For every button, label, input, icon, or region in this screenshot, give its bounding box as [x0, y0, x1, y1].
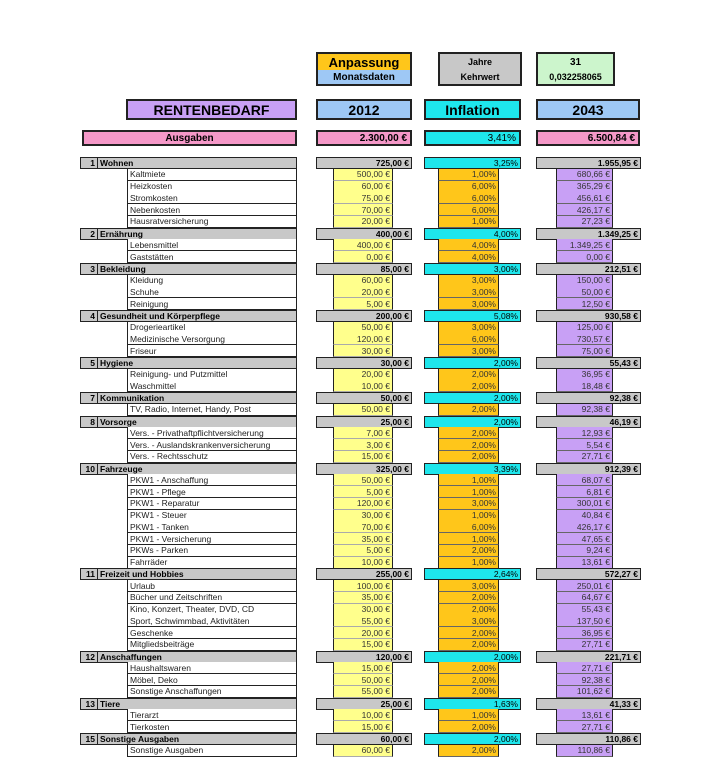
category-row	[0, 568, 711, 580]
item-future-value: 55,43 €	[556, 604, 613, 616]
category-monthly-total: 25,00 €	[316, 698, 412, 710]
category-number: 5	[80, 357, 98, 369]
ausgaben-total-end: 6.500,84 €	[536, 130, 640, 146]
category-inflation: 2,00%	[424, 651, 521, 663]
category-inflation: 2,00%	[424, 733, 521, 745]
item-label: Kleidung	[127, 275, 297, 287]
item-monthly-input[interactable]: 35,00 €	[333, 592, 393, 604]
item-row	[0, 286, 711, 298]
item-future-value: 1.349,25 €	[556, 239, 613, 251]
item-future-value: 47,65 €	[556, 533, 613, 545]
item-row	[0, 427, 711, 439]
category-label: Hygiene	[97, 357, 297, 369]
item-label: Stromkosten	[127, 192, 297, 204]
item-monthly-input[interactable]: 15,00 €	[333, 721, 393, 733]
item-label: Reinigung	[127, 298, 297, 310]
category-inflation: 4,00%	[424, 228, 521, 240]
item-future-value: 13,61 €	[556, 557, 613, 569]
category-inflation: 5,08%	[424, 310, 521, 322]
item-row	[0, 604, 711, 616]
category-row	[0, 733, 711, 745]
item-row	[0, 686, 711, 698]
item-label: PKW1 - Pflege	[127, 486, 297, 498]
item-label: Haushaltswaren	[127, 662, 297, 674]
item-inflation-input[interactable]: 6,00%	[438, 333, 499, 345]
item-row	[0, 380, 711, 392]
item-inflation-input[interactable]: 1,00%	[438, 557, 499, 569]
item-label: TV, Radio, Internet, Handy, Post	[127, 404, 297, 416]
item-monthly-input[interactable]: 30,00 €	[333, 604, 393, 616]
item-monthly-input[interactable]: 60,00 €	[333, 745, 393, 757]
item-row	[0, 615, 711, 627]
item-monthly-input[interactable]: 5,00 €	[333, 545, 393, 557]
category-monthly-total: 400,00 €	[316, 228, 412, 240]
item-future-value: 12,93 €	[556, 427, 613, 439]
item-row	[0, 627, 711, 639]
category-label: Tiere	[97, 698, 297, 710]
category-monthly-total: 200,00 €	[316, 310, 412, 322]
item-label: Waschmittel	[127, 380, 297, 392]
item-label: Nebenkosten	[127, 204, 297, 216]
category-number: 4	[80, 310, 98, 322]
item-row	[0, 498, 711, 510]
item-monthly-input[interactable]: 20,00 €	[333, 627, 393, 639]
category-monthly-total: 50,00 €	[316, 392, 412, 404]
item-label: Vers. - Privathaftpflichtversicherung	[127, 427, 297, 439]
item-label: Tierkosten	[127, 721, 297, 733]
item-row	[0, 533, 711, 545]
item-future-value: 36,95 €	[556, 369, 613, 381]
category-inflation: 1,63%	[424, 698, 521, 710]
ausgaben-inflation: 3,41%	[424, 130, 521, 146]
item-future-value: 250,01 €	[556, 580, 613, 592]
item-row	[0, 521, 711, 533]
item-future-value: 18,48 €	[556, 380, 613, 392]
category-future-total: 92,38 €	[536, 392, 641, 404]
item-monthly-input[interactable]: 10,00 €	[333, 709, 393, 721]
jahre-value[interactable]: 31	[536, 52, 615, 71]
category-row	[0, 157, 711, 169]
item-label: Schuhe	[127, 286, 297, 298]
category-number: 11	[80, 568, 98, 580]
item-row	[0, 181, 711, 193]
kehrwert-label: Kehrwert	[438, 70, 522, 86]
item-monthly-input[interactable]: 30,00 €	[333, 510, 393, 522]
item-label: PKW1 - Versicherung	[127, 533, 297, 545]
item-row	[0, 345, 711, 357]
item-row	[0, 709, 711, 721]
page-title: RENTENBEDARF	[126, 99, 297, 120]
item-inflation-input[interactable]: 4,00%	[438, 239, 499, 251]
category-monthly-total: 725,00 €	[316, 157, 412, 169]
category-monthly-total: 255,00 €	[316, 568, 412, 580]
item-row	[0, 404, 711, 416]
category-label: Wohnen	[97, 157, 297, 169]
item-future-value: 137,50 €	[556, 615, 613, 627]
category-monthly-total: 325,00 €	[316, 463, 412, 475]
item-row	[0, 639, 711, 651]
item-row	[0, 510, 711, 522]
item-monthly-input[interactable]: 15,00 €	[333, 639, 393, 651]
category-number: 12	[80, 651, 98, 663]
item-monthly-input[interactable]: 15,00 €	[333, 662, 393, 674]
item-future-value: 27,71 €	[556, 721, 613, 733]
category-monthly-total: 120,00 €	[316, 651, 412, 663]
item-future-value: 36,95 €	[556, 627, 613, 639]
category-future-total: 41,33 €	[536, 698, 641, 710]
item-monthly-input[interactable]: 15,00 €	[333, 451, 393, 463]
category-row	[0, 416, 711, 428]
item-monthly-input[interactable]: 60,00 €	[333, 181, 393, 193]
item-future-value: 40,84 €	[556, 510, 613, 522]
item-label: Bücher und Zeitschriften	[127, 592, 297, 604]
item-monthly-input[interactable]: 500,00 €	[333, 169, 393, 181]
item-label: Hausratversicherung	[127, 216, 297, 228]
item-row	[0, 745, 711, 757]
item-inflation-input[interactable]: 2,00%	[438, 369, 499, 381]
category-label: Fahrzeuge	[97, 463, 297, 475]
item-future-value: 426,17 €	[556, 521, 613, 533]
item-future-value: 110,86 €	[556, 745, 613, 757]
item-label: Sonstige Anschaffungen	[127, 686, 297, 698]
item-monthly-input[interactable]: 50,00 €	[333, 404, 393, 416]
item-monthly-input[interactable]: 55,00 €	[333, 686, 393, 698]
item-future-value: 27,23 €	[556, 216, 613, 228]
item-label: PKWs - Parken	[127, 545, 297, 557]
item-monthly-input[interactable]: 120,00 €	[333, 498, 393, 510]
item-row	[0, 275, 711, 287]
category-row	[0, 263, 711, 275]
item-row	[0, 369, 711, 381]
category-number: 3	[80, 263, 98, 275]
item-row	[0, 439, 711, 451]
item-label: Gaststätten	[127, 251, 297, 263]
category-row	[0, 651, 711, 663]
item-inflation-input[interactable]: 2,00%	[438, 639, 499, 651]
category-number: 13	[80, 698, 98, 710]
item-monthly-input[interactable]: 70,00 €	[333, 204, 393, 216]
item-monthly-input[interactable]: 100,00 €	[333, 580, 393, 592]
category-number: 15	[80, 733, 98, 745]
category-monthly-total: 85,00 €	[316, 263, 412, 275]
item-inflation-input[interactable]: 2,00%	[438, 592, 499, 604]
item-inflation-input[interactable]: 4,00%	[438, 251, 499, 263]
category-label: Kommunikation	[97, 392, 297, 404]
category-inflation: 2,00%	[424, 416, 521, 428]
category-inflation: 2,00%	[424, 357, 521, 369]
item-monthly-input[interactable]: 75,00 €	[333, 192, 393, 204]
item-monthly-input[interactable]: 120,00 €	[333, 333, 393, 345]
item-monthly-input[interactable]: 3,00 €	[333, 439, 393, 451]
item-row	[0, 545, 711, 557]
item-future-value: 13,61 €	[556, 709, 613, 721]
item-inflation-input[interactable]: 2,00%	[438, 674, 499, 686]
item-future-value: 5,54 €	[556, 439, 613, 451]
item-future-value: 730,57 €	[556, 333, 613, 345]
item-monthly-input[interactable]: 20,00 €	[333, 369, 393, 381]
item-inflation-input[interactable]: 2,00%	[438, 686, 499, 698]
item-inflation-input[interactable]: 6,00%	[438, 521, 499, 533]
item-monthly-input[interactable]: 30,00 €	[333, 345, 393, 357]
item-monthly-input[interactable]: 55,00 €	[333, 615, 393, 627]
item-monthly-input[interactable]: 35,00 €	[333, 533, 393, 545]
category-future-total: 1.955,95 €	[536, 157, 641, 169]
category-future-total: 55,43 €	[536, 357, 641, 369]
category-row	[0, 310, 711, 322]
item-future-value: 9,24 €	[556, 545, 613, 557]
item-label: Sonstige Ausgaben	[127, 745, 297, 757]
item-row	[0, 451, 711, 463]
item-label: Lebensmittel	[127, 239, 297, 251]
category-inflation: 3,39%	[424, 463, 521, 475]
item-future-value: 92,38 €	[556, 674, 613, 686]
monatsdaten-label: Monatsdaten	[316, 70, 412, 86]
item-monthly-input[interactable]: 20,00 €	[333, 216, 393, 228]
item-future-value: 27,71 €	[556, 451, 613, 463]
category-inflation: 3,25%	[424, 157, 521, 169]
category-label: Anschaffungen	[97, 651, 297, 663]
category-number: 10	[80, 463, 98, 475]
year-start: 2012	[316, 99, 412, 120]
item-inflation-input[interactable]: 1,00%	[438, 486, 499, 498]
item-inflation-input[interactable]: 3,00%	[438, 298, 499, 310]
category-label: Vorsorge	[97, 416, 297, 428]
item-monthly-input[interactable]: 20,00 €	[333, 286, 393, 298]
item-row	[0, 662, 711, 674]
item-inflation-input[interactable]: 6,00%	[438, 181, 499, 193]
item-monthly-input[interactable]: 0,00 €	[333, 251, 393, 263]
item-future-value: 12,50 €	[556, 298, 613, 310]
item-future-value: 27,71 €	[556, 662, 613, 674]
category-label: Freizeit und Hobbies	[97, 568, 297, 580]
item-monthly-input[interactable]: 5,00 €	[333, 486, 393, 498]
item-row	[0, 169, 711, 181]
item-label: PKW1 - Tanken	[127, 521, 297, 533]
category-monthly-total: 25,00 €	[316, 416, 412, 428]
item-monthly-input[interactable]: 50,00 €	[333, 474, 393, 486]
item-label: Medizinische Versorgung	[127, 333, 297, 345]
item-inflation-input[interactable]: 6,00%	[438, 204, 499, 216]
item-future-value: 426,17 €	[556, 204, 613, 216]
item-label: Drogerieartikel	[127, 322, 297, 334]
category-label: Gesundheit und Körperpflege	[97, 310, 297, 322]
item-row	[0, 322, 711, 334]
item-future-value: 680,66 €	[556, 169, 613, 181]
item-inflation-input[interactable]: 2,00%	[438, 451, 499, 463]
item-future-value: 75,00 €	[556, 345, 613, 357]
item-label: Mitgliedsbeiträge	[127, 639, 297, 651]
item-monthly-input[interactable]: 50,00 €	[333, 322, 393, 334]
item-row	[0, 580, 711, 592]
item-inflation-input[interactable]: 3,00%	[438, 275, 499, 287]
item-inflation-input[interactable]: 1,00%	[438, 510, 499, 522]
category-inflation: 3,00%	[424, 263, 521, 275]
item-inflation-input[interactable]: 1,00%	[438, 474, 499, 486]
item-inflation-input[interactable]: 2,00%	[438, 721, 499, 733]
item-label: Kino, Konzert, Theater, DVD, CD	[127, 604, 297, 616]
category-row	[0, 392, 711, 404]
item-monthly-input[interactable]: 50,00 €	[333, 674, 393, 686]
item-future-value: 68,07 €	[556, 474, 613, 486]
item-row	[0, 239, 711, 251]
year-end: 2043	[536, 99, 640, 120]
item-inflation-input[interactable]: 2,00%	[438, 627, 499, 639]
anpassung-label: Anpassung	[316, 52, 412, 71]
item-future-value: 92,38 €	[556, 404, 613, 416]
item-row	[0, 721, 711, 733]
item-label: Vers. - Auslandskrankenversicherung	[127, 439, 297, 451]
item-monthly-input[interactable]: 10,00 €	[333, 380, 393, 392]
item-inflation-input[interactable]: 2,00%	[438, 439, 499, 451]
item-inflation-input[interactable]: 1,00%	[438, 533, 499, 545]
item-monthly-input[interactable]: 60,00 €	[333, 275, 393, 287]
item-future-value: 50,00 €	[556, 286, 613, 298]
ausgaben-label: Ausgaben	[82, 130, 297, 146]
item-row	[0, 251, 711, 263]
category-future-total: 46,19 €	[536, 416, 641, 428]
item-label: PKW1 - Steuer	[127, 510, 297, 522]
item-inflation-input[interactable]: 3,00%	[438, 286, 499, 298]
item-inflation-input[interactable]: 3,00%	[438, 580, 499, 592]
category-number: 8	[80, 416, 98, 428]
item-label: Urlaub	[127, 580, 297, 592]
category-future-total: 930,58 €	[536, 310, 641, 322]
inflation-header: Inflation	[424, 99, 521, 120]
item-inflation-input[interactable]: 1,00%	[438, 216, 499, 228]
item-row	[0, 298, 711, 310]
item-inflation-input[interactable]: 1,00%	[438, 709, 499, 721]
item-inflation-input[interactable]: 2,00%	[438, 745, 499, 757]
item-inflation-input[interactable]: 3,00%	[438, 345, 499, 357]
item-inflation-input[interactable]: 3,00%	[438, 322, 499, 334]
category-monthly-total: 30,00 €	[316, 357, 412, 369]
expense-table	[0, 157, 711, 756]
item-row	[0, 474, 711, 486]
category-label: Bekleidung	[97, 263, 297, 275]
item-label: Geschenke	[127, 627, 297, 639]
item-future-value: 6,81 €	[556, 486, 613, 498]
item-label: Möbel, Deko	[127, 674, 297, 686]
category-future-total: 1.349,25 €	[536, 228, 641, 240]
item-row	[0, 333, 711, 345]
item-future-value: 64,67 €	[556, 592, 613, 604]
category-row	[0, 698, 711, 710]
item-label: Kaltmiete	[127, 169, 297, 181]
item-future-value: 365,29 €	[556, 181, 613, 193]
kehrwert-value: 0,032258065	[536, 70, 615, 86]
category-number: 1	[80, 157, 98, 169]
item-inflation-input[interactable]: 2,00%	[438, 404, 499, 416]
item-inflation-input[interactable]: 6,00%	[438, 192, 499, 204]
item-inflation-input[interactable]: 2,00%	[438, 380, 499, 392]
item-label: Vers. - Rechtsschutz	[127, 451, 297, 463]
item-future-value: 125,00 €	[556, 322, 613, 334]
category-future-total: 572,27 €	[536, 568, 641, 580]
category-number: 7	[80, 392, 98, 404]
item-row	[0, 592, 711, 604]
item-row	[0, 557, 711, 569]
item-future-value: 150,00 €	[556, 275, 613, 287]
item-future-value: 27,71 €	[556, 639, 613, 651]
item-inflation-input[interactable]: 2,00%	[438, 662, 499, 674]
item-monthly-input[interactable]: 7,00 €	[333, 427, 393, 439]
item-inflation-input[interactable]: 1,00%	[438, 169, 499, 181]
category-row	[0, 463, 711, 475]
item-inflation-input[interactable]: 2,00%	[438, 427, 499, 439]
item-monthly-input[interactable]: 400,00 €	[333, 239, 393, 251]
category-number: 2	[80, 228, 98, 240]
item-future-value: 0,00 €	[556, 251, 613, 263]
item-inflation-input[interactable]: 3,00%	[438, 498, 499, 510]
item-row	[0, 192, 711, 204]
item-monthly-input[interactable]: 10,00 €	[333, 557, 393, 569]
item-row	[0, 204, 711, 216]
category-label: Sonstige Ausgaben	[97, 733, 297, 745]
category-inflation: 2,64%	[424, 568, 521, 580]
category-monthly-total: 60,00 €	[316, 733, 412, 745]
category-future-total: 221,71 €	[536, 651, 641, 663]
item-row	[0, 486, 711, 498]
ausgaben-total-start: 2.300,00 €	[316, 130, 412, 146]
item-row	[0, 216, 711, 228]
item-inflation-input[interactable]: 3,00%	[438, 615, 499, 627]
item-label: Fahrräder	[127, 557, 297, 569]
item-inflation-input[interactable]: 2,00%	[438, 545, 499, 557]
item-label: Friseur	[127, 345, 297, 357]
item-label: Sport, Schwimmbad, Aktivitäten	[127, 615, 297, 627]
item-future-value: 456,61 €	[556, 192, 613, 204]
category-inflation: 2,00%	[424, 392, 521, 404]
category-row	[0, 228, 711, 240]
item-label: PKW1 - Anschaffung	[127, 474, 297, 486]
item-row	[0, 674, 711, 686]
item-future-value: 300,01 €	[556, 498, 613, 510]
item-monthly-input[interactable]: 5,00 €	[333, 298, 393, 310]
category-future-total: 912,39 €	[536, 463, 641, 475]
item-inflation-input[interactable]: 2,00%	[438, 604, 499, 616]
category-row	[0, 357, 711, 369]
category-label: Ernährung	[97, 228, 297, 240]
item-future-value: 101,62 €	[556, 686, 613, 698]
item-label: Tierarzt	[127, 709, 297, 721]
item-label: PKW1 - Reparatur	[127, 498, 297, 510]
category-future-total: 212,51 €	[536, 263, 641, 275]
item-label: Heizkosten	[127, 181, 297, 193]
category-future-total: 110,86 €	[536, 733, 641, 745]
item-monthly-input[interactable]: 70,00 €	[333, 521, 393, 533]
jahre-label: Jahre	[438, 52, 522, 71]
item-label: Reinigung- und Putzmittel	[127, 369, 297, 381]
